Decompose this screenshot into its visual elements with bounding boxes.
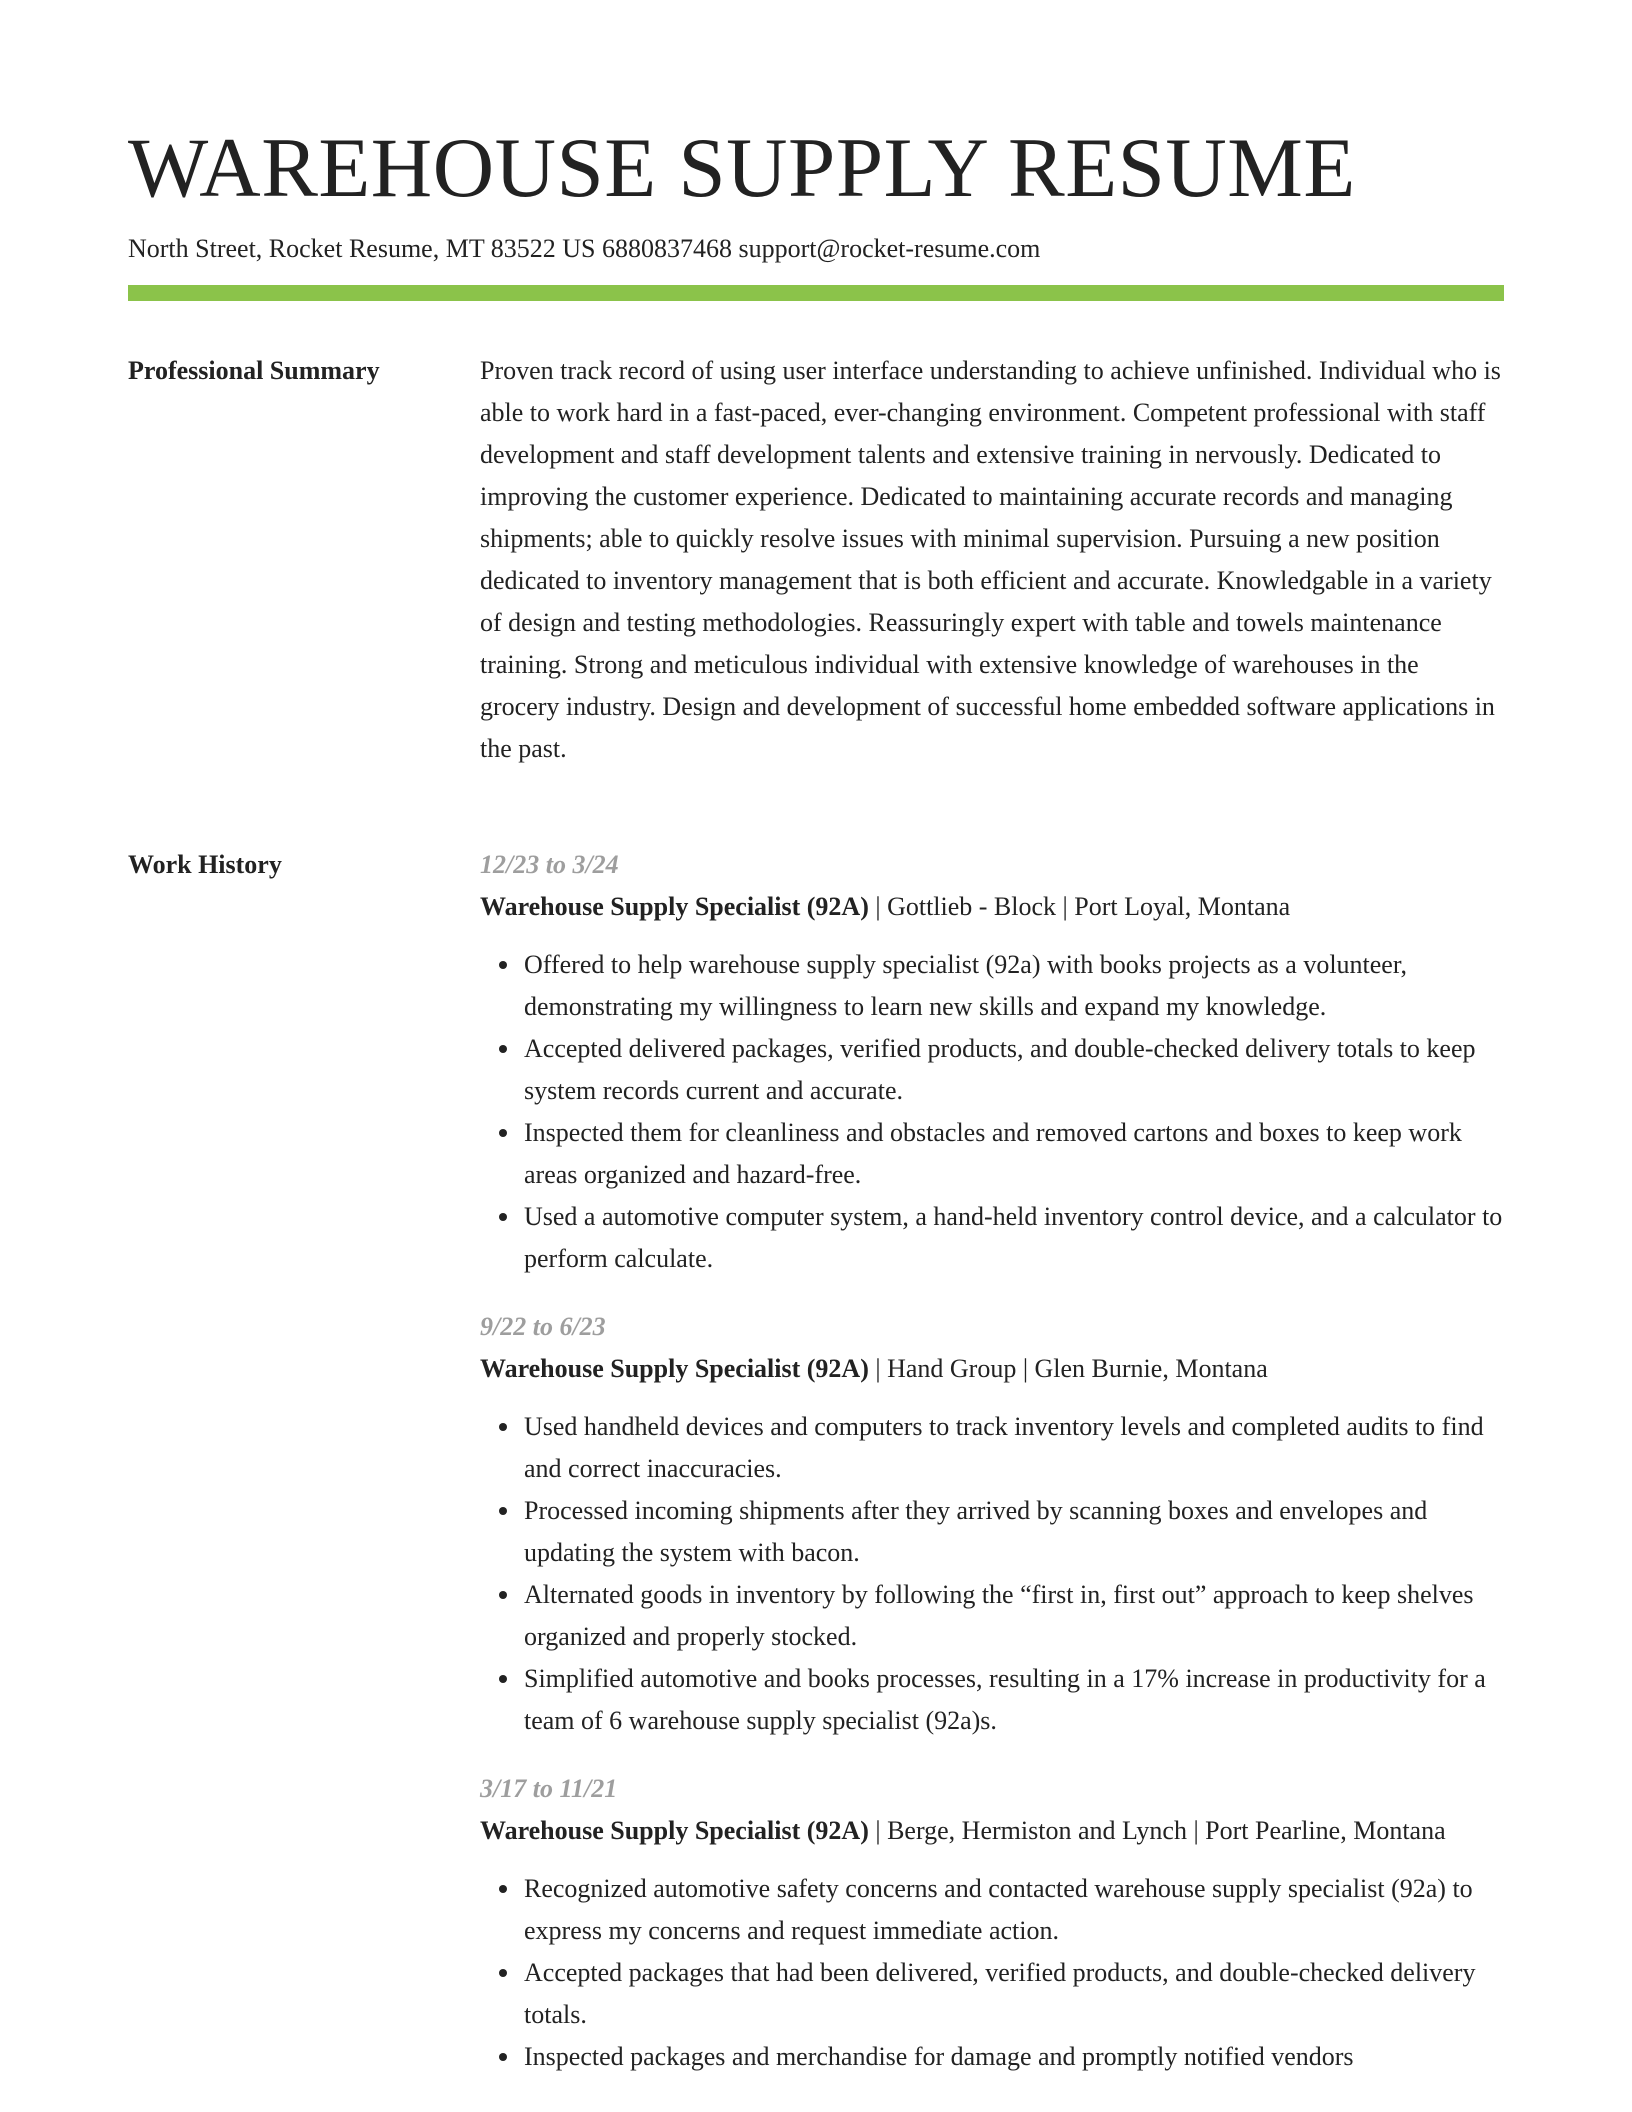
job-bullet: Used a automotive computer system, a hand-held inventory control device, and a calculator to perform calculate.: [524, 1196, 1504, 1280]
job-bullet: Inspected them for cleanliness and obstacles and removed cartons and boxes to keep work areas organized and hazard-free.: [524, 1112, 1504, 1196]
job-title: Warehouse Supply Specialist (92A): [480, 1354, 869, 1383]
job-heading: [480, 1810, 1504, 1852]
job-bullet: Offered to help warehouse supply specialist (92a) with books projects as a volunteer, demonstrating my willingness to learn new skills and expand my knowledge.: [524, 944, 1504, 1028]
header-divider: [128, 285, 1504, 301]
job-bullet: Accepted delivered packages, verified products, and double-checked delivery totals to keep system records current and accurate.: [524, 1028, 1504, 1112]
job-heading: [480, 886, 1504, 928]
job-details: | Hand Group | Glen Burnie, Montana: [868, 1354, 1268, 1383]
job-bullets: [480, 944, 1504, 1280]
job-entry: [480, 1768, 1504, 2078]
job-entry: [480, 1306, 1504, 1742]
job-bullets: [480, 1406, 1504, 1742]
job-heading: [480, 1348, 1504, 1390]
contact-line: [128, 231, 1040, 267]
job-bullet: Recognized automotive safety concerns and contacted warehouse supply specialist (92a) to express my concerns and request immediate action.: [524, 1868, 1504, 1952]
job-details: | Berge, Hermiston and Lynch | Port Pearline, Montana: [868, 1816, 1446, 1845]
job-entry: [480, 844, 1504, 1280]
job-title: Warehouse Supply Specialist (92A): [480, 892, 869, 921]
job-title: Warehouse Supply Specialist (92A): [480, 1816, 869, 1845]
job-details: | Gottlieb - Block | Port Loyal, Montana: [868, 892, 1291, 921]
job-bullet: Used handheld devices and computers to track inventory levels and completed audits to find and correct inaccuracies.: [524, 1406, 1504, 1490]
job-bullet: Simplified automotive and books processes, resulting in a 17% increase in productivity for a team of 6 warehouse supply specialist (92a)s.: [524, 1658, 1504, 1742]
job-bullet: Processed incoming shipments after they arrived by scanning boxes and envelopes and updating the system with bacon.: [524, 1490, 1504, 1574]
job-bullet: Inspected packages and merchandise for damage and promptly notified vendors: [524, 2036, 1504, 2078]
job-bullets: [480, 1868, 1504, 2078]
job-dates: 9/22 to 6/23: [480, 1312, 606, 1341]
job-bullet: Alternated goods in inventory by following the “first in, first out” approach to keep shelves organized and properly stocked.: [524, 1574, 1504, 1658]
contact-phone: 6880837468: [601, 234, 732, 263]
section-label-summary: Professional Summary: [128, 356, 380, 385]
section-label-work: Work History: [128, 850, 282, 879]
work-history: [480, 844, 1504, 2104]
summary-text: Proven track record of using user interface understanding to achieve unfinished. Individual who is able to work hard in a fast-paced, ever-changing environment. Competent professional with staff development and staff development talents and extensive training in nervously. Dedicated to improving the customer experience. Dedicated to maintaining accurate records and managing shipments; able to quickly resolve issues with minimal supervision. Pursuing a new position dedicated to inventory management that is both efficient and accurate. Knowledgable in a variety of design and testing methodologies. Reassuringly expert with table and towels maintenance training. Strong and meticulous individual with extensive knowledge of warehouses in the grocery industry. Design and development of successful home embedded software applications in the past.: [480, 356, 1501, 763]
contact-address: North Street, Rocket Resume, MT 83522 US: [128, 234, 596, 263]
job-bullet: Accepted packages that had been delivered, verified products, and double-checked delivery totals.: [524, 1952, 1504, 2036]
job-dates: 12/23 to 3/24: [480, 850, 619, 879]
contact-email: support@rocket-resume.com: [738, 234, 1041, 263]
resume-title: WAREHOUSE SUPPLY RESUME: [128, 121, 1356, 215]
job-dates: 3/17 to 11/21: [480, 1774, 618, 1803]
